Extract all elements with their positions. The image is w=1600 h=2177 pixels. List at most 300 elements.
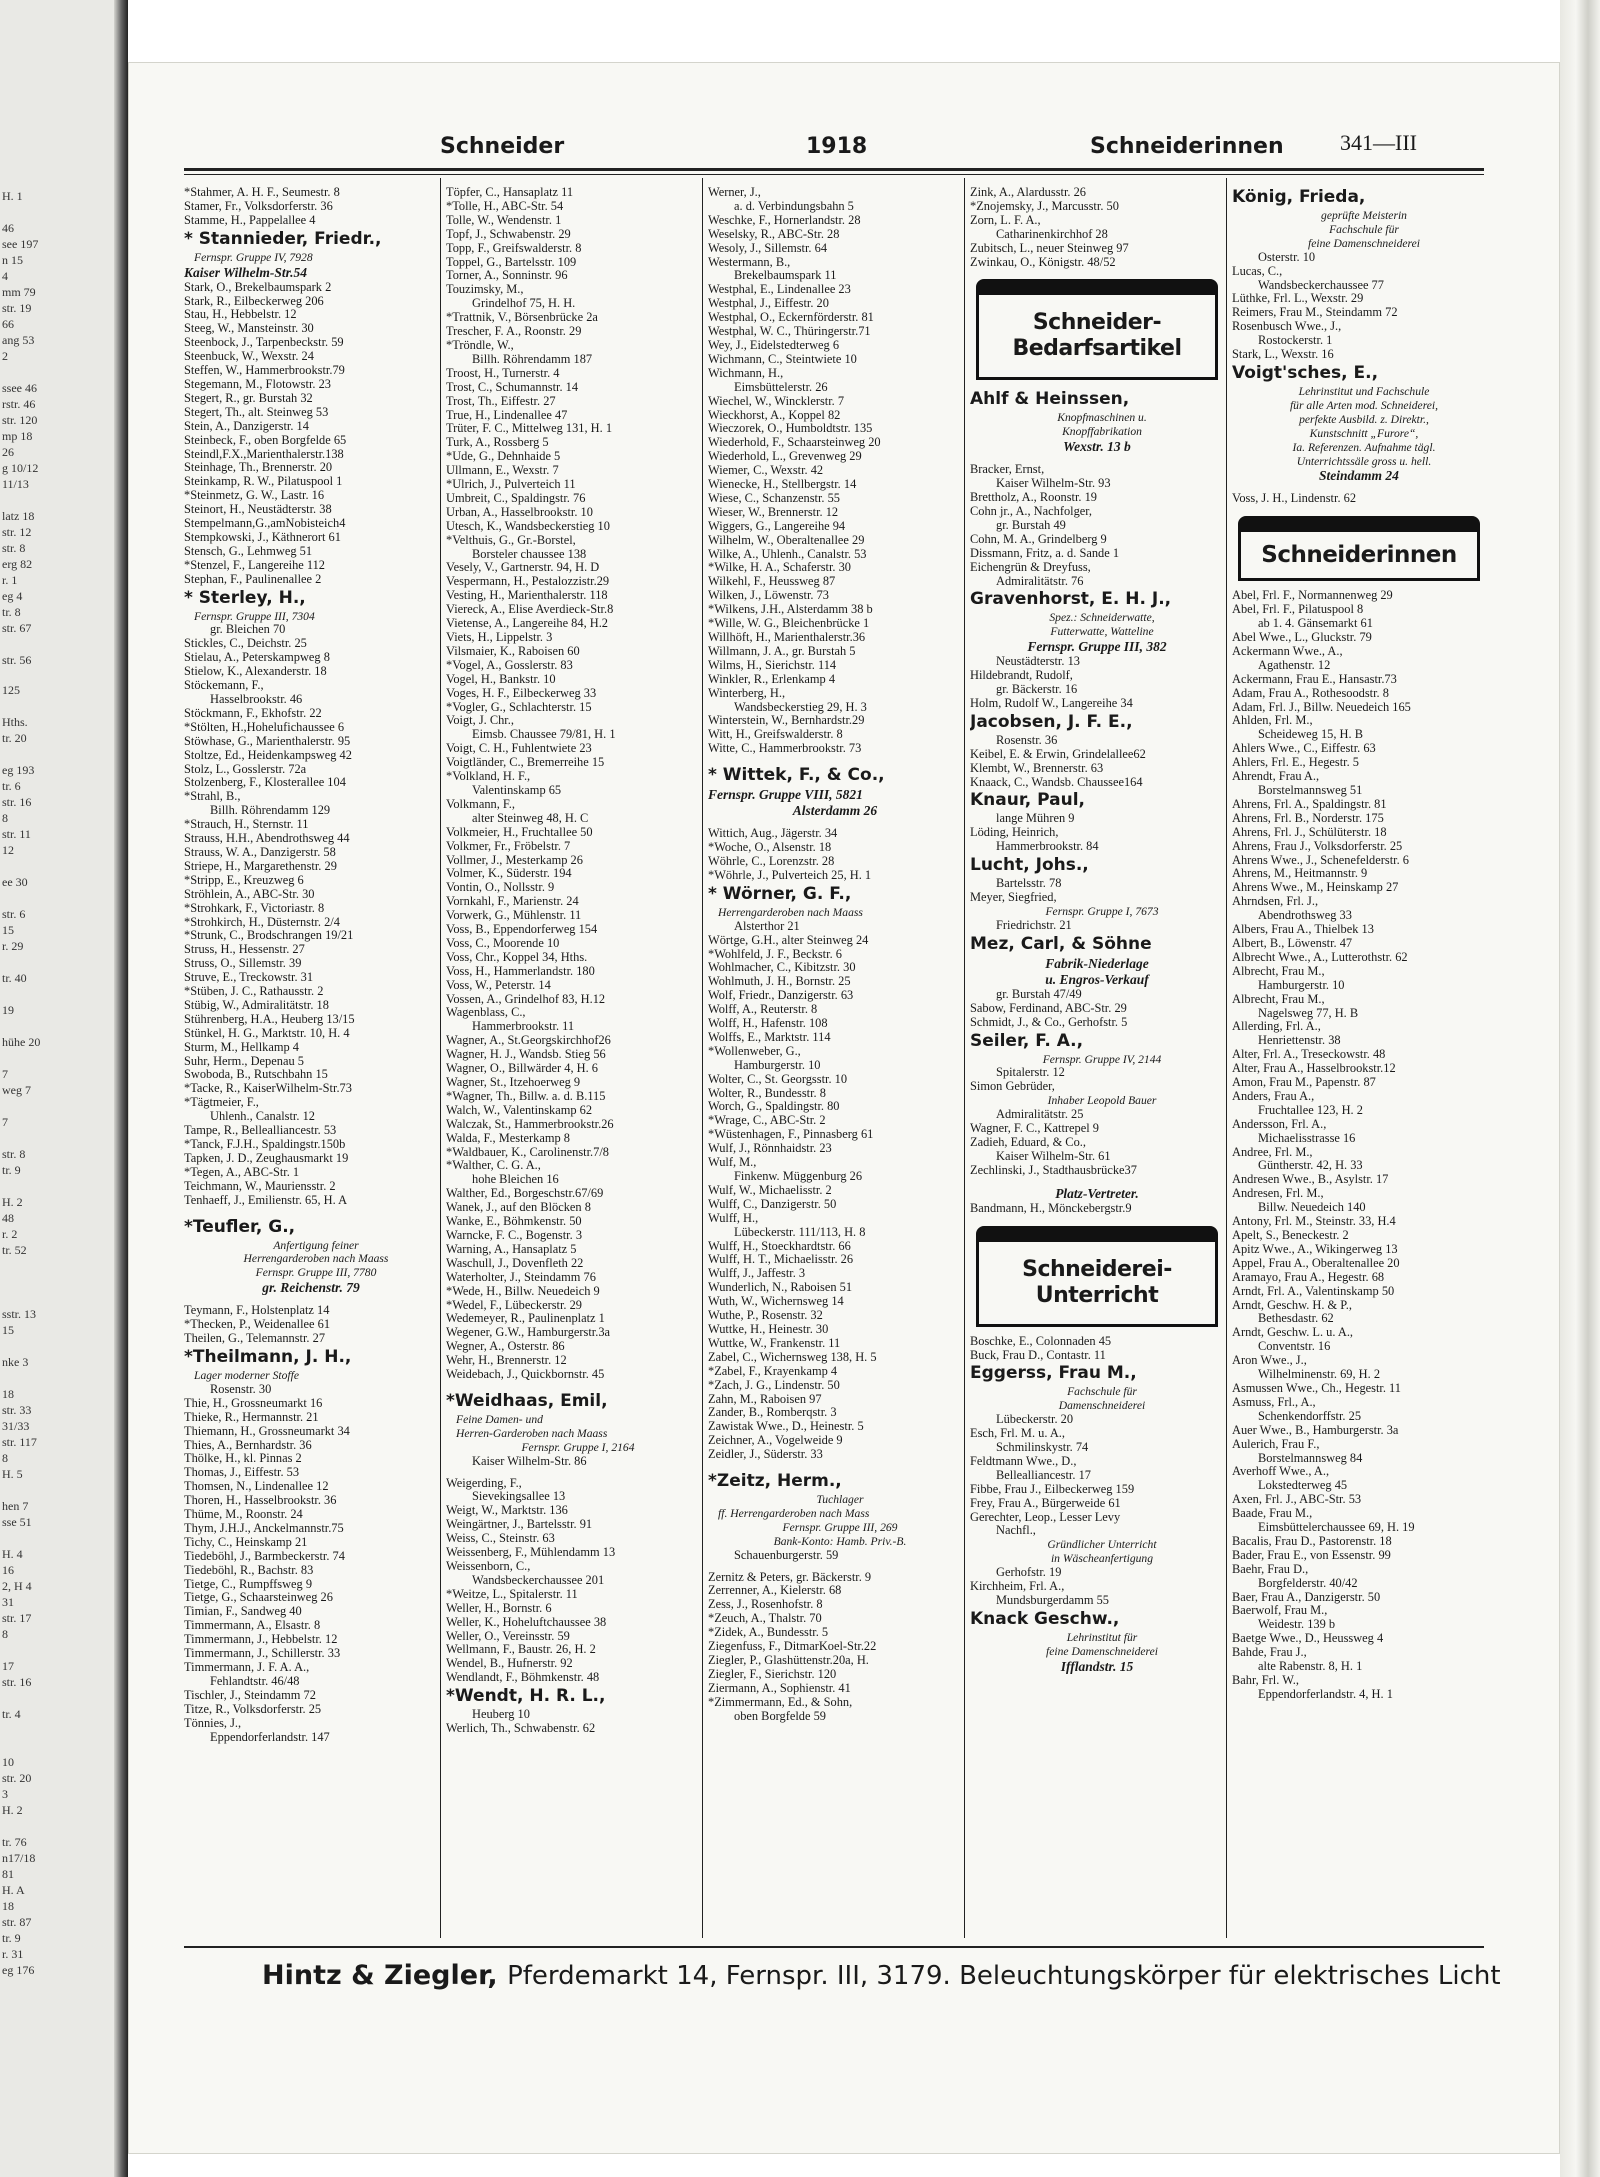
directory-entry: Trost, C., Schumannstr. 14 bbox=[446, 380, 579, 394]
directory-entry: Westphal, E., Lindenallee 23 bbox=[708, 283, 851, 297]
directory-entry: Andersson, Frl. A., bbox=[1232, 1117, 1327, 1131]
directory-entry: Alter, Frau A., Hasselbrookstr.12 bbox=[1232, 1062, 1396, 1076]
directory-entry: Voss, W., Peterstr. 14 bbox=[446, 978, 551, 992]
directory-entry: Alter, Frl. A., Treseckowstr. 48 bbox=[1232, 1048, 1386, 1062]
directory-entry: Walch, W., Valentinskamp 62 bbox=[446, 1103, 593, 1117]
section-banner-line: Schneiderei- bbox=[1022, 1256, 1172, 1282]
entry-continuation: Wandsbeckerchaussee 77 bbox=[1258, 278, 1384, 292]
spacer bbox=[446, 1469, 700, 1477]
directory-entry: Titze, R., Volksdorferstr. 25 bbox=[184, 1702, 322, 1716]
directory-entry: *Wrage, C., ABC-Str. 2 bbox=[708, 1114, 826, 1128]
advertisement-detail: Fernspr. Gruppe IV, 7928 bbox=[194, 250, 313, 264]
directory-entry: Steinbeck, F., oben Borgfelde 65 bbox=[184, 433, 347, 447]
advertised-firm-name: Gravenhorst, E. H. J., bbox=[970, 589, 1172, 610]
directory-entry: Wunderlich, N., Raboisen 51 bbox=[708, 1281, 853, 1295]
entry-continuation: Kaiser Wilhelm-Str. 61 bbox=[996, 1149, 1111, 1163]
directory-entry: Teymann, F., Holstenplatz 14 bbox=[184, 1304, 330, 1318]
prev-page-fragment: str. 11 bbox=[2, 827, 31, 841]
directory-entry: Waterholter, J., Steindamm 76 bbox=[446, 1270, 596, 1284]
entry-continuation: Spitalerstr. 12 bbox=[996, 1066, 1065, 1080]
directory-entry: Zess, J., Rosenhofstr. 8 bbox=[708, 1598, 823, 1612]
advertisement-detail: ff. Herrengarderoben nach Mass bbox=[718, 1506, 870, 1520]
entry-continuation: Osterstr. 10 bbox=[1258, 250, 1316, 264]
column-divider bbox=[1226, 178, 1227, 1938]
prev-page-fragment: tr. 20 bbox=[2, 731, 27, 745]
advertised-firm-name: Voigt'sches, E., bbox=[1232, 362, 1379, 383]
directory-entry: Axen, Frl. J., ABC-Str. 53 bbox=[1232, 1493, 1362, 1507]
directory-entry: Wey, J., Eidelstedterweg 6 bbox=[708, 338, 840, 352]
directory-entry: Lucas, C., bbox=[1232, 264, 1283, 278]
directory-entry: Wichmann, C., Steintwiete 10 bbox=[708, 352, 857, 366]
directory-entry: Topf, J., Schwabenstr. 29 bbox=[446, 227, 571, 241]
entry-continuation: Henriettenstr. 38 bbox=[1258, 1034, 1341, 1048]
prev-page-fragment: eg 176 bbox=[2, 1963, 35, 1977]
entry-continuation: Admiralitätstr. 25 bbox=[996, 1108, 1084, 1122]
advertisement-detail: Fernspr. Gruppe III, 269 bbox=[782, 1520, 898, 1534]
advertisement-detail: Fernspr. Gruppe I, 2164 bbox=[521, 1440, 635, 1454]
entry-continuation: Kaiser Wilhelm-Str. 93 bbox=[996, 477, 1111, 491]
advertisement-detail: Lehrinstitut und Fachschule bbox=[1298, 384, 1430, 398]
directory-entry: Asmussen Wwe., Ch., Hegestr. 11 bbox=[1232, 1381, 1401, 1395]
directory-entry: Steinhage, Th., Brennerstr. 20 bbox=[184, 461, 333, 475]
directory-entry: Wuth, W., Wichernsweg 14 bbox=[708, 1295, 844, 1309]
entry-continuation: Rostockerstr. 1 bbox=[1258, 334, 1333, 348]
directory-entry: *Zimmermann, Ed., & Sohn, bbox=[708, 1695, 853, 1709]
advertisement-detail: in Wäscheanfertigung bbox=[1050, 1552, 1154, 1566]
footer-advertisement bbox=[262, 1960, 1501, 1991]
directory-entry: Steenbock, J., Tarpenbeckstr. 59 bbox=[184, 336, 344, 350]
directory-entry: Wienecke, H., Stellbergstr. 14 bbox=[708, 478, 857, 492]
entry-continuation: Lokstedterweg 45 bbox=[1258, 1479, 1348, 1493]
directory-entry: Wiemer, C., Wexstr. 42 bbox=[708, 464, 824, 478]
directory-entry: Wilke, A., Uhlenh., Canalstr. 53 bbox=[708, 547, 867, 561]
advertisement-detail: Kaiser Wilhelm-Str.54 bbox=[184, 264, 308, 280]
prev-page-fragment: str. 17 bbox=[2, 1611, 32, 1625]
prev-page-fragment: erg 82 bbox=[2, 557, 33, 571]
directory-entry: Wichmann, H., bbox=[708, 366, 784, 380]
prev-page-fragment: str. 33 bbox=[2, 1403, 32, 1417]
advertisement-detail: Fernspr. Gruppe III, 7304 bbox=[194, 609, 315, 623]
directory-entry: Abel, Frl. F., Normannenweg 29 bbox=[1232, 589, 1393, 603]
directory-entry: Tiedeböhl, R., Bachstr. 83 bbox=[184, 1563, 314, 1577]
directory-entry: Ahrens Wwe., M., Heinskamp 27 bbox=[1232, 881, 1399, 895]
directory-entry: True, H., Lindenallee 47 bbox=[446, 408, 568, 422]
directory-entry: *Strohkark, F., Victoriastr. 8 bbox=[184, 901, 325, 915]
prev-page-fragment: tr. 40 bbox=[2, 971, 27, 985]
directory-entry: Wagenblass, C., bbox=[446, 1006, 526, 1020]
directory-entry: Wegner, A., Osterstr. 86 bbox=[446, 1340, 565, 1354]
entry-continuation: alter Steinweg 48, H. C bbox=[472, 811, 589, 825]
entry-continuation: Hamburgerstr. 10 bbox=[734, 1058, 821, 1072]
advertised-firm-name: König, Frieda, bbox=[1232, 187, 1366, 207]
directory-entry: Voss, H., Hammerlandstr. 180 bbox=[446, 964, 595, 978]
directory-entry: Appel, Frau A., Oberaltenallee 20 bbox=[1232, 1256, 1400, 1270]
directory-entry: Stark, R., Eilbeckerweg 206 bbox=[184, 294, 324, 308]
directory-entry: Strauss, W. A., Danzigerstr. 58 bbox=[184, 845, 336, 859]
directory-entry: Stempkowski, J., Käthnerort 61 bbox=[184, 530, 341, 544]
directory-entry: Ahlden, Frl. M., bbox=[1232, 714, 1313, 728]
entry-continuation: Bethesdastr. 62 bbox=[1258, 1312, 1334, 1326]
advertisement-detail: Tuchlager bbox=[816, 1493, 864, 1507]
entry-continuation: Bellealliancestr. 17 bbox=[996, 1468, 1091, 1482]
prev-page-fragment: 3 bbox=[2, 1787, 8, 1801]
entry-continuation: Conventstr. 16 bbox=[1258, 1340, 1331, 1354]
directory-entry: Stark, O., Brekelbaumspark 2 bbox=[184, 280, 332, 294]
directory-entry: Apelt, S., Beneckestr. 2 bbox=[1232, 1229, 1349, 1242]
spacer bbox=[970, 455, 1224, 463]
directory-entry: Torner, A., Sonninstr. 96 bbox=[446, 269, 568, 283]
entry-continuation: Schauenburgerstr. 59 bbox=[734, 1548, 839, 1562]
directory-entry: Troost, H., Turnerstr. 4 bbox=[446, 366, 560, 380]
directory-entry: Wiechel, W., Wincklerstr. 7 bbox=[708, 394, 845, 408]
spacer bbox=[708, 1563, 962, 1571]
directory-entry: Albrecht, Frau M., bbox=[1232, 964, 1325, 978]
directory-entry: Fibbe, Frau J., Eilbeckerweg 159 bbox=[970, 1482, 1135, 1496]
directory-entry: *Zach, J. G., Lindenstr. 50 bbox=[708, 1378, 840, 1392]
directory-entry: Timian, F., Sandweg 40 bbox=[184, 1605, 302, 1619]
spacer bbox=[708, 1462, 962, 1470]
directory-entry: Wulf, J., Rönnhaidstr. 23 bbox=[708, 1142, 832, 1156]
directory-entry: *Stenzel, F., Langereihe 112 bbox=[184, 558, 325, 572]
advertisement-detail: Alsterdamm 26 bbox=[792, 803, 878, 819]
directory-entry: Voigt, J. Chr., bbox=[446, 714, 514, 728]
directory-entry: Allerding, Frl. A., bbox=[1232, 1020, 1321, 1034]
directory-entry: Touzimsky, M., bbox=[446, 283, 524, 297]
directory-entry: Zink, A., Alardusstr. 26 bbox=[970, 186, 1086, 199]
directory-entry: Antony, Frl. M., Steinstr. 33, H.4 bbox=[1232, 1215, 1396, 1229]
advertisement-detail: Feine Damen- und bbox=[456, 1412, 543, 1426]
directory-entry: Thoren, H., Hasselbrookstr. 36 bbox=[184, 1494, 337, 1508]
entry-continuation: gr. Bäckerstr. 16 bbox=[996, 683, 1078, 697]
entry-continuation: Weidestr. 139 b bbox=[1258, 1618, 1336, 1632]
advertised-firm-name: Lucht, Johs., bbox=[970, 855, 1089, 876]
advertisement-detail: Knopfmaschinen u. bbox=[1057, 411, 1147, 425]
directory-entry: Westermann, B., bbox=[708, 255, 791, 269]
entry-continuation: Eimsb. Chaussee 79/81, H. 1 bbox=[472, 728, 616, 742]
entry-continuation: Hamburgerstr. 10 bbox=[1258, 978, 1345, 992]
entry-continuation: Güntherstr. 42, H. 33 bbox=[1258, 1159, 1363, 1173]
directory-entry: *Zeuch, A., Thalstr. 70 bbox=[708, 1612, 822, 1626]
directory-entry: Ahrens, Frl. J., Schülüterstr. 18 bbox=[1232, 825, 1387, 839]
advertised-firm-name: Knaur, Paul, bbox=[970, 790, 1085, 811]
directory-entry: Timmermann, J. F. A. A., bbox=[184, 1661, 310, 1674]
directory-entry: Stünkel, H. G., Marktstr. 10, H. 4 bbox=[184, 1026, 350, 1040]
directory-entry: Stolzenberg, F., Klosterallee 104 bbox=[184, 776, 346, 790]
directory-entry: Töpfer, C., Hansaplatz 11 bbox=[446, 186, 574, 199]
directory-entry: Worch, G., Spaldingstr. 80 bbox=[708, 1100, 840, 1114]
directory-entry: Weidebach, J., Quickbornstr. 45 bbox=[446, 1368, 605, 1382]
directory-entry: Vossen, A., Grindelhof 83, H.12 bbox=[446, 992, 606, 1006]
directory-entry: Voss, C., Moorende 10 bbox=[446, 936, 560, 950]
directory-entry: Eichengrün & Dreyfuss, bbox=[970, 560, 1091, 574]
directory-entry: *Weitze, L., Spitalerstr. 11 bbox=[446, 1587, 578, 1601]
prev-page-fragment: 125 bbox=[2, 683, 20, 697]
section-banner bbox=[976, 1226, 1218, 1327]
advertisement-detail: Knopffabrikation bbox=[1062, 425, 1142, 439]
directory-entry: *Tägtmeier, F., bbox=[184, 1096, 259, 1110]
directory-entry: Wulff, J., Jaffestr. 3 bbox=[708, 1267, 806, 1281]
directory-entry: Ziermann, A., Sophienstr. 41 bbox=[708, 1681, 851, 1695]
prev-page-fragment: r. 2 bbox=[2, 1227, 18, 1241]
prev-page-fragment: 81 bbox=[2, 1867, 14, 1881]
advertisement-detail: Bank-Konto: Hamb. Priv.-B. bbox=[773, 1534, 907, 1548]
advertisement-detail: perfekte Ausbild. z. Direktr., bbox=[1299, 412, 1429, 426]
directory-entry: Wieckhorst, A., Koppel 82 bbox=[708, 408, 841, 422]
directory-entry: Ahrens, Frl. B., Norderstr. 175 bbox=[1232, 811, 1384, 825]
entry-continuation: Sievekingsallee 13 bbox=[472, 1490, 566, 1504]
entry-continuation: Hammerbrookstr. 84 bbox=[996, 840, 1099, 854]
directory-entry: Walther, Ed., Borgeschstr.67/69 bbox=[446, 1187, 604, 1201]
directory-entry: Ahlers Wwe., C., Eiffestr. 63 bbox=[1232, 742, 1376, 756]
directory-entry: *Tacke, R., KaiserWilhelm-Str.73 bbox=[184, 1082, 352, 1096]
prev-page-fragment: weg 7 bbox=[2, 1083, 31, 1097]
column-divider bbox=[964, 178, 965, 1938]
directory-entry: Topp, F., Greifswalderstr. 8 bbox=[446, 241, 582, 255]
header-rule-thin bbox=[184, 174, 1484, 175]
directory-entry: Voss, B., Eppendorferweg 154 bbox=[446, 923, 598, 937]
directory-entry: Turk, A., Rossberg 5 bbox=[446, 436, 549, 450]
directory-entry: Wolff, H., Hafenstr. 108 bbox=[708, 1017, 828, 1031]
directory-entry: Wolter, C., St. Georgsstr. 10 bbox=[708, 1072, 848, 1086]
prev-page-fragment: str. 16 bbox=[2, 1675, 32, 1689]
directory-entry: *Stahmer, A. H. F., Seumestr. 8 bbox=[184, 186, 340, 199]
directory-entry: Zechlinski, J., Stadthausbrücke37 bbox=[970, 1163, 1137, 1177]
entry-continuation: Rosenstr. 30 bbox=[210, 1382, 272, 1396]
advertisement-detail: Herren-Garderoben nach Maass bbox=[456, 1426, 608, 1440]
directory-entry: Bacalis, Frau D., Pastorenstr. 18 bbox=[1232, 1534, 1392, 1548]
directory-entry: Stein, A., Danzigerstr. 14 bbox=[184, 419, 309, 433]
entry-continuation: Fruchtallee 123, H. 2 bbox=[1258, 1103, 1363, 1117]
directory-entry: *Wilkens, J.H., Alsterdamm 38 b bbox=[708, 603, 873, 617]
directory-entry: Tiedeböhl, J., Barmbeckerstr. 74 bbox=[184, 1549, 345, 1563]
directory-entry: Simon Gebrüder, bbox=[970, 1080, 1055, 1094]
directory-entry: Wilkehl, F., Heussweg 87 bbox=[708, 575, 836, 589]
directory-entry: Toppel, G., Bartelsstr. 109 bbox=[446, 255, 577, 269]
prev-page-fragment: tr. 6 bbox=[2, 779, 21, 793]
advertised-firm-name: * Stannieder, Friedr., bbox=[184, 228, 382, 249]
binding-gutter bbox=[114, 0, 128, 2177]
advertised-firm-name: Eggerss, Frau M., bbox=[970, 1363, 1137, 1384]
directory-entry: *Tegen, A., ABC-Str. 1 bbox=[184, 1165, 300, 1179]
directory-entry: Aulerich, Frau F., bbox=[1232, 1437, 1320, 1451]
directory-entry: Wagner, St., Itzehoerweg 9 bbox=[446, 1076, 581, 1089]
directory-entry: Wohlmacher, C., Kibitzstr. 30 bbox=[708, 961, 856, 975]
prev-page-fragment: ang 53 bbox=[2, 333, 35, 347]
directory-entry: Andresen Wwe., B., Asylstr. 17 bbox=[1232, 1173, 1389, 1187]
prev-page-fragment: mp 18 bbox=[2, 429, 33, 443]
prev-page-fragment: str. 20 bbox=[2, 1771, 32, 1785]
directory-entry: *Wille, W. G., Bleichenbrücke 1 bbox=[708, 617, 870, 631]
entry-continuation: Fehlandtstr. 46/48 bbox=[210, 1674, 300, 1688]
prev-page-fragment: H. 2 bbox=[2, 1803, 23, 1817]
directory-entry: Wanek, J., auf den Blöcken 8 bbox=[446, 1201, 591, 1215]
directory-entry: Weigt, W., Marktstr. 136 bbox=[446, 1504, 568, 1518]
advertised-firm-name: *Theilmann, J. H., bbox=[184, 1346, 352, 1367]
prev-page-fragment: str. 6 bbox=[2, 907, 26, 921]
directory-entry: Frey, Frau A., Bürgerweide 61 bbox=[970, 1496, 1121, 1510]
entry-continuation: Billh. Röhrendamm 187 bbox=[472, 352, 593, 366]
advertised-firm-name: Ahlf & Heinssen, bbox=[970, 389, 1130, 410]
prev-page-fragment: 8 bbox=[2, 1627, 8, 1641]
directory-entry: Volkmeier, H., Fruchtallee 50 bbox=[446, 825, 593, 839]
directory-entry: *Thecken, P., Weidenallee 61 bbox=[184, 1318, 331, 1332]
directory-entry: Viereck, A., Elise Averdieck-Str.8 bbox=[446, 603, 614, 617]
directory-entry: Cohn jr., A., Nachfolger, bbox=[970, 504, 1093, 518]
directory-entry: *Zidek, A., Bundesstr. 5 bbox=[708, 1626, 829, 1640]
directory-entry: Stoltze, Ed., Heidenkampsweg 42 bbox=[184, 748, 352, 762]
directory-entry: *Wede, H., Billw. Neuedeich 9 bbox=[446, 1284, 600, 1298]
entry-continuation: Abendrothsweg 33 bbox=[1258, 909, 1352, 923]
directory-entry: Steindl,F.X.,Marienthalerstr.138 bbox=[184, 447, 344, 461]
entry-continuation: Rosenstr. 36 bbox=[996, 733, 1058, 747]
advertisement-detail: für alle Arten mod. Schneiderei, bbox=[1289, 398, 1439, 412]
advertisement-detail: u. Engros-Verkauf bbox=[1045, 971, 1149, 987]
entry-continuation: Friedrichstr. 21 bbox=[996, 918, 1072, 932]
directory-entry: Wulf, M., bbox=[708, 1156, 757, 1170]
advertised-firm-name: * Wittek, F., & Co., bbox=[708, 765, 885, 786]
directory-entry: Asmuss, Frl., A., bbox=[1232, 1395, 1316, 1409]
spacer bbox=[1232, 484, 1486, 492]
directory-entry: Thölke, H., kl. Pinnas 2 bbox=[184, 1452, 302, 1466]
directory-entry: *Wedel, F., Lübeckerstr. 29 bbox=[446, 1298, 582, 1312]
prev-page-fragment: 10 bbox=[2, 1755, 14, 1769]
directory-entry: Tönnies, J., bbox=[184, 1716, 242, 1730]
prev-page-fragment: sstr. 13 bbox=[2, 1307, 37, 1321]
directory-entry: Vogel, H., Bankstr. 10 bbox=[446, 672, 556, 686]
directory-entry: *Vogel, A., Gosslerstr. 83 bbox=[446, 658, 573, 672]
entry-continuation: Gerhofstr. 19 bbox=[996, 1566, 1062, 1580]
directory-entry: Arndt, Frl. A., Valentinskamp 50 bbox=[1232, 1284, 1395, 1298]
directory-entry: Stempelmann,G.,amNobisteich4 bbox=[184, 517, 346, 531]
directory-entry: *Stölten, H.,Hohelufichaussee 6 bbox=[184, 720, 345, 734]
directory-entry: Thiemann, H., Grossneumarkt 34 bbox=[184, 1424, 350, 1438]
directory-entry: Westphal, J., Eiffestr. 20 bbox=[708, 297, 829, 311]
directory-entry: Wiederhold, L., Grevenweg 29 bbox=[708, 450, 862, 464]
directory-entry: Zahn, M., Raboisen 97 bbox=[708, 1392, 822, 1406]
directory-entry: *Wagner, Th., Billw. a. d. B.115 bbox=[446, 1089, 606, 1103]
directory-entry: Stensch, G., Lehmweg 51 bbox=[184, 544, 313, 558]
directory-entry: Weiss, C., Steinstr. 63 bbox=[446, 1532, 555, 1546]
directory-entry: Andresen, Frl. M., bbox=[1232, 1187, 1324, 1201]
directory-entry: *Woche, O., Alsenstr. 18 bbox=[708, 841, 832, 855]
entry-continuation: gr. Burstah 47/49 bbox=[996, 987, 1082, 1001]
directory-entry: Stöwhase, G., Marienthalerstr. 95 bbox=[184, 734, 351, 748]
spacer bbox=[184, 1208, 438, 1216]
directory-entry: Stickles, C., Deichstr. 25 bbox=[184, 637, 307, 651]
directory-entry: Wagner, H. J., Wandsb. Stieg 56 bbox=[446, 1048, 606, 1062]
directory-entry: Vollmer, J., Mesterkamp 26 bbox=[446, 853, 583, 867]
footer-firm: Hintz & Ziegler, bbox=[262, 1960, 498, 1991]
entry-continuation: Eppendorferlandstr. 4, H. 1 bbox=[1258, 1687, 1393, 1701]
directory-entry: Teichmann, W., Mauriensstr. 2 bbox=[184, 1179, 336, 1193]
directory-entry: Reimers, Frau M., Steindamm 72 bbox=[1232, 306, 1398, 320]
prev-page-fragment: tr. 52 bbox=[2, 1243, 27, 1257]
directory-entry: Wolffs, E., Marktstr. 114 bbox=[708, 1030, 831, 1044]
prev-page-fragment: str. 12 bbox=[2, 525, 32, 539]
directory-entry: Winterberg, H., bbox=[708, 686, 786, 700]
prev-page-fragment: mm 79 bbox=[2, 285, 36, 299]
directory-entry: Stübig, W., Admiralitätstr. 18 bbox=[184, 998, 329, 1012]
footer-text: Pferdemarkt 14, Fernspr. III, 3179. Beleuchtungskörper für elektrisches Licht bbox=[507, 1961, 1501, 1991]
entry-continuation: Bartelsstr. 78 bbox=[996, 877, 1062, 891]
section-banner-line: Bedarfsartikel bbox=[1012, 336, 1182, 362]
advertised-firm-name: * Sterley, H., bbox=[184, 587, 306, 608]
directory-entry: Wieczorek, O., Humboldtstr. 135 bbox=[708, 422, 873, 436]
prev-page-fragment: str. 8 bbox=[2, 541, 26, 555]
directory-entry: Strauss, H.H., Abendrothsweg 44 bbox=[184, 832, 350, 846]
directory-entry: *Strohkirch, H., Düsternstr. 2/4 bbox=[184, 915, 340, 929]
prev-page-fragment: 8 bbox=[2, 1451, 8, 1465]
directory-entry: Weigerding, F., bbox=[446, 1476, 522, 1490]
directory-entry: Stielow, K., Alexanderstr. 18 bbox=[184, 665, 327, 679]
directory-entry: Tichy, C., Heinskamp 21 bbox=[184, 1535, 308, 1549]
directory-entry: Struve, E., Treckowstr. 31 bbox=[184, 971, 314, 985]
entry-continuation: Brekelbaumspark 11 bbox=[734, 269, 837, 283]
entry-continuation: Mundsburgerdamm 55 bbox=[996, 1594, 1109, 1607]
directory-entry: Keibel, E. & Erwin, Grindelallee62 bbox=[970, 747, 1146, 761]
directory-entry: Wilken, J., Löwenstr. 73 bbox=[708, 589, 829, 603]
directory-entry: Steinkamp, R. W., Pilatuspool 1 bbox=[184, 475, 343, 489]
directory-entry: Winkler, R., Erlenkamp 4 bbox=[708, 672, 836, 686]
directory-entry: Adam, Frl. J., Billw. Neuedeich 165 bbox=[1232, 700, 1411, 714]
spacer bbox=[446, 1382, 700, 1390]
spacer bbox=[970, 1178, 1224, 1186]
entry-continuation: Billh. Röhrendamm 129 bbox=[210, 804, 331, 818]
advertised-firm-name: *Wendt, H. R. L., bbox=[446, 1686, 606, 1707]
directory-entry: Wagner, A., St.Georgskirchhof26 bbox=[446, 1034, 611, 1048]
directory-entry: Wörtge, G.H., alter Steinweg 24 bbox=[708, 933, 869, 947]
prev-page-fragment: rstr. 46 bbox=[2, 397, 36, 411]
directory-entry: *Ulrich, J., Pulverteich 11 bbox=[446, 478, 576, 492]
directory-entry: *Stripp, E., Kreuzweg 6 bbox=[184, 873, 304, 887]
directory-entry: *Wollenweber, G., bbox=[708, 1044, 801, 1058]
directory-entry: *Walther, C. G. A., bbox=[446, 1159, 541, 1173]
prev-page-fragment: n 15 bbox=[2, 253, 23, 267]
directory-entry: Thieke, R., Hermannstr. 21 bbox=[184, 1410, 319, 1424]
directory-entry: Averhoff Wwe., A., bbox=[1232, 1465, 1330, 1479]
directory-entry: Zeichner, A., Vogelweide 9 bbox=[708, 1434, 843, 1448]
directory-entry: Bahr, Frl. W., bbox=[1232, 1674, 1299, 1687]
entry-continuation: Uhlenh., Canalstr. 12 bbox=[210, 1110, 315, 1124]
directory-entry: *Tanck, F.J.H., Spaldingstr.150b bbox=[184, 1138, 346, 1151]
column-4 bbox=[970, 186, 1224, 1934]
advertisement-detail: Fachschule für bbox=[1067, 1385, 1137, 1399]
advertised-firm-name: *Zeitz, Herm., bbox=[708, 1471, 842, 1492]
directory-entry: Striepe, H., Margarethenstr. 29 bbox=[184, 859, 337, 873]
entry-continuation: Agathenstr. 12 bbox=[1258, 658, 1331, 672]
directory-entry: Bader, Frau E., von Essenstr. 99 bbox=[1232, 1548, 1391, 1562]
entry-continuation: Borsteler chaussee 138 bbox=[472, 547, 587, 561]
directory-entry: Amon, Frau M., Papenstr. 87 bbox=[1232, 1076, 1376, 1090]
prev-page-fragment: 2 bbox=[2, 349, 8, 363]
directory-entry: Struss, O., Sillemstr. 39 bbox=[184, 957, 302, 971]
prev-page-fragment: 8 bbox=[2, 811, 8, 825]
directory-entry: Theilen, G., Telemannstr. 27 bbox=[184, 1332, 326, 1346]
directory-entry: Zawistak Wwe., D., Heinestr. 5 bbox=[708, 1420, 864, 1434]
directory-entry: Vesting, H., Marienthalerstr. 118 bbox=[446, 589, 608, 603]
directory-entry: Zorn, L. F. A., bbox=[970, 213, 1041, 227]
directory-entry: *Znojemsky, J., Marcusstr. 50 bbox=[970, 199, 1119, 213]
directory-entry: Volkmann, F., bbox=[446, 797, 515, 811]
directory-entry: Anders, Frau A., bbox=[1232, 1089, 1315, 1103]
entry-continuation: Wandsbeckerchaussee 201 bbox=[472, 1573, 605, 1587]
directory-entry: Weller, H., Bornstr. 6 bbox=[446, 1601, 552, 1615]
directory-entry: Brettholz, A., Roonstr. 19 bbox=[970, 491, 1098, 505]
prev-page-fragment: str. 16 bbox=[2, 795, 32, 809]
advertisement-detail: Gründlicher Unterricht bbox=[1047, 1538, 1157, 1552]
advertisement-detail: Fachschule für bbox=[1329, 222, 1399, 236]
directory-entry: Ahrens, M., Heitmannstr. 9 bbox=[1232, 867, 1368, 881]
